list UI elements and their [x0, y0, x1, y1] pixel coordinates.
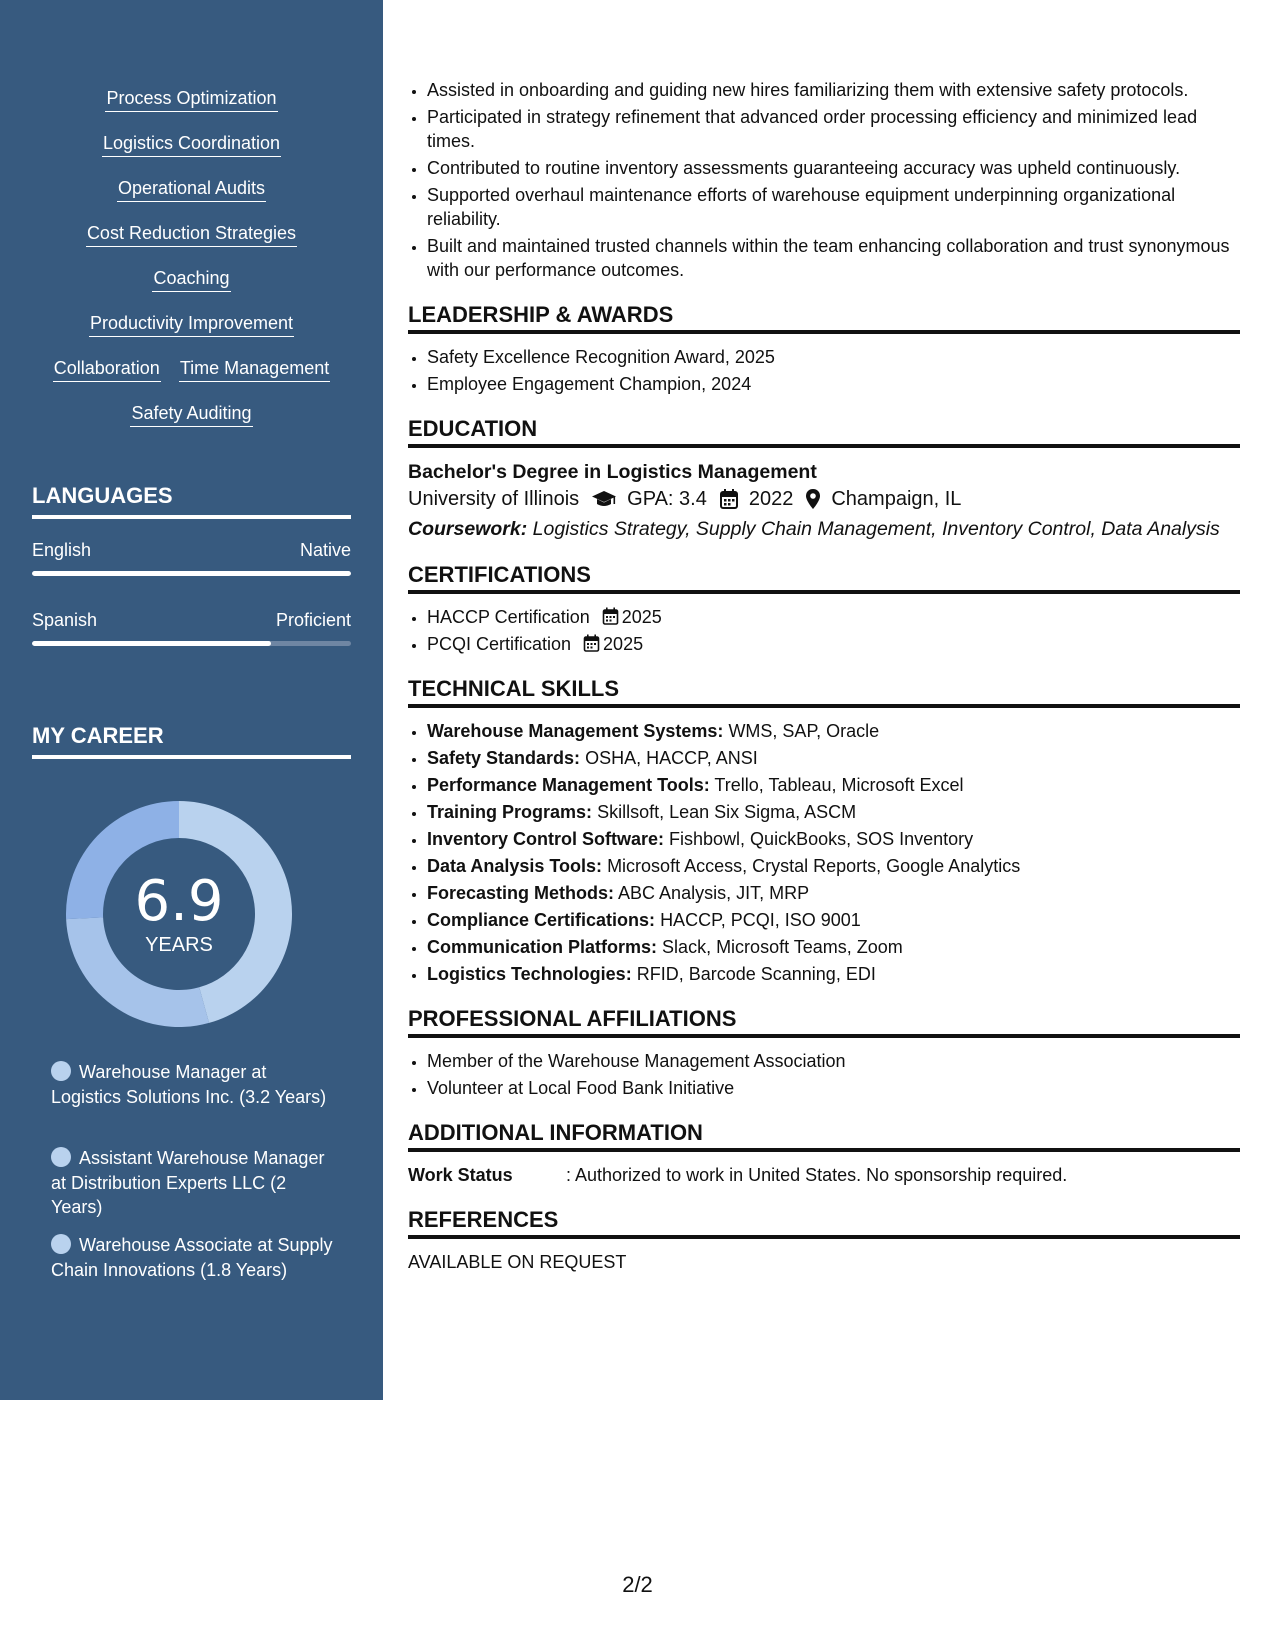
- career-item-text: Warehouse Associate at Supply Chain Innovations (1.8 Years): [51, 1235, 333, 1280]
- technical-skills-list: [408, 719, 1240, 986]
- coursework-label: Coursework:: [408, 518, 528, 540]
- school-location: Champaign, IL: [831, 488, 962, 510]
- skill-value: HACCP, PCQI, ISO 9001: [660, 909, 861, 930]
- list-item: [427, 908, 1240, 932]
- career-item-text: Warehouse Manager at Logistics Solutions Inc. (3.2 Years): [51, 1062, 327, 1107]
- skill-value: Microsoft Access, Crystal Reports, Google Analytics: [607, 855, 1021, 876]
- career-heading: MY CAREER: [32, 723, 351, 759]
- skill-row: [0, 131, 383, 176]
- language-bar-fill: [32, 641, 271, 646]
- language-name: Spanish: [32, 610, 98, 630]
- skill-label: Forecasting Methods:: [427, 882, 615, 903]
- skill-value: Skillsoft, Lean Six Sigma, ASCM: [597, 801, 857, 822]
- certifications-list: [408, 605, 1240, 656]
- skill-tag: Collaboration: [53, 356, 161, 382]
- certifications-heading: CERTIFICATIONS: [408, 561, 1240, 594]
- skill-value: ABC Analysis, JIT, MRP: [618, 882, 810, 903]
- graduation-cap-icon: [591, 489, 617, 509]
- list-item: • Safety Excellence Recognition Award, 2025: [427, 345, 1240, 369]
- list-item: • Employee Engagement Champion, 2024: [427, 372, 1240, 396]
- skill-value: Trello, Tableau, Microsoft Excel: [714, 774, 964, 795]
- career-item: [51, 1060, 341, 1109]
- leadership-list: [408, 345, 1240, 396]
- list-item: [427, 854, 1240, 878]
- language-level: Native: [299, 540, 351, 560]
- languages-heading: LANGUAGES: [32, 483, 351, 519]
- education-heading: EDUCATION: [408, 415, 1240, 448]
- language-bar-fill: [32, 571, 351, 576]
- skill-label: Performance Management Tools:: [427, 774, 710, 795]
- work-status: [408, 1163, 1240, 1187]
- sidebar: [0, 0, 383, 1400]
- affiliations-list: [408, 1049, 1240, 1100]
- language-item: [32, 609, 351, 646]
- career-legend-dot: [51, 1061, 71, 1081]
- certification-year: 2025: [621, 606, 662, 627]
- page-number: 2/2: [622, 1572, 653, 1597]
- career-legend-dot: [51, 1234, 71, 1254]
- list-item: • Built and maintained trusted channels within the team enhancing collaboration and trust synonymous with our performance outcomes.: [427, 234, 1240, 282]
- language-bar: [32, 571, 351, 576]
- language-item: [32, 539, 351, 576]
- skill-tag: Cost Reduction Strategies: [86, 221, 297, 247]
- certification-name: HACCP Certification: [427, 606, 590, 627]
- career-legend-dot: [51, 1147, 71, 1167]
- list-item: [427, 827, 1240, 851]
- career-total-years: 6.9: [134, 869, 224, 934]
- skill-row: [0, 356, 383, 401]
- career-item: [51, 1146, 341, 1220]
- skill-label: Training Programs:: [427, 801, 593, 822]
- skill-row: [0, 266, 383, 311]
- language-bar: [32, 641, 351, 646]
- additional-info-heading: ADDITIONAL INFORMATION: [408, 1119, 1240, 1152]
- skill-row: [0, 86, 383, 131]
- calendar-icon: [583, 634, 600, 652]
- skill-value: Slack, Microsoft Teams, Zoom: [662, 936, 903, 957]
- skill-label: Inventory Control Software:: [427, 828, 665, 849]
- skill-tag: Operational Audits: [117, 176, 266, 202]
- skill-tag: Productivity Improvement: [89, 311, 294, 337]
- skill-value: Fishbowl, QuickBooks, SOS Inventory: [669, 828, 974, 849]
- skill-tag: Process Optimization: [105, 86, 277, 112]
- calendar-icon: [602, 607, 619, 625]
- graduation-year: 2022: [748, 488, 794, 510]
- skill-label: Compliance Certifications:: [427, 909, 656, 930]
- language-name: English: [32, 540, 92, 560]
- language-level: Proficient: [275, 610, 351, 630]
- skill-label: Communication Platforms:: [427, 936, 658, 957]
- affiliations-heading: PROFESSIONAL AFFILIATIONS: [408, 1005, 1240, 1038]
- certification-year: 2025: [603, 633, 644, 654]
- skills-list: [0, 86, 383, 446]
- references-text: AVAILABLE ON REQUEST: [408, 1251, 627, 1272]
- skill-label: Warehouse Management Systems:: [427, 720, 724, 741]
- skill-value: RFID, Barcode Scanning, EDI: [636, 963, 876, 984]
- skill-label: Logistics Technologies:: [427, 963, 632, 984]
- list-item: [427, 881, 1240, 905]
- skill-label: Data Analysis Tools:: [427, 855, 603, 876]
- calendar-icon: [719, 488, 739, 510]
- list-item: [427, 800, 1240, 824]
- location-pin-icon: [805, 488, 821, 510]
- coursework-value: Logistics Strategy, Supply Chain Management, Inventory Control, Data Analysis: [532, 518, 1220, 540]
- list-item: • Member of the Warehouse Management Association: [427, 1049, 1240, 1073]
- leadership-heading: LEADERSHIP & AWARDS: [408, 301, 1240, 334]
- list-item: • Assisted in onboarding and guiding new hires familiarizing them with extensive safety protocols.: [427, 78, 1240, 102]
- work-status-value: : Authorized to work in United States. No sponsorship required.: [566, 1164, 1068, 1185]
- list-item: [427, 605, 1240, 629]
- list-item: • Contributed to routine inventory assessments guaranteeing accuracy was upheld continuously.: [427, 156, 1240, 180]
- skill-tag: Coaching: [152, 266, 230, 292]
- skill-tag: Safety Auditing: [130, 401, 252, 427]
- skill-row: [0, 311, 383, 356]
- career-item: [51, 1233, 341, 1282]
- skill-tag: Time Management: [179, 356, 330, 382]
- career-item-text: Assistant Warehouse Manager at Distribution Experts LLC (2 Years): [51, 1148, 325, 1217]
- education-meta: [408, 485, 1240, 513]
- work-status-label: Work Status: [408, 1164, 513, 1185]
- skill-value: WMS, SAP, Oracle: [728, 720, 880, 741]
- certification-name: PCQI Certification: [427, 633, 572, 654]
- skill-row: [0, 401, 383, 446]
- experience-bullets: [408, 78, 1240, 282]
- skill-row: [0, 221, 383, 266]
- list-item: • Supported overhaul maintenance efforts of warehouse equipment underpinning organizational reliability.: [427, 183, 1240, 231]
- gpa: GPA: 3.4: [627, 488, 707, 510]
- list-item: [427, 773, 1240, 797]
- main-content: [408, 78, 1240, 1274]
- technical-skills-heading: TECHNICAL SKILLS: [408, 675, 1240, 708]
- references-heading: REFERENCES: [408, 1206, 1240, 1239]
- school-name: University of Illinois: [408, 488, 580, 510]
- skill-row: [0, 176, 383, 221]
- coursework: [408, 517, 1240, 542]
- career-total-unit: YEARS: [145, 934, 213, 956]
- skill-tag: Logistics Coordination: [102, 131, 281, 157]
- list-item: [427, 632, 1240, 656]
- skill-value: OSHA, HACCP, ANSI: [585, 747, 758, 768]
- list-item: [427, 935, 1240, 959]
- list-item: • Volunteer at Local Food Bank Initiative: [427, 1076, 1240, 1100]
- list-item: [427, 746, 1240, 770]
- degree-title: Bachelor's Degree in Logistics Management: [408, 461, 817, 483]
- skill-label: Safety Standards:: [427, 747, 581, 768]
- list-item: [427, 719, 1240, 743]
- list-item: • Participated in strategy refinement that advanced order processing efficiency and minimized lead times.: [427, 105, 1240, 153]
- list-item: [427, 962, 1240, 986]
